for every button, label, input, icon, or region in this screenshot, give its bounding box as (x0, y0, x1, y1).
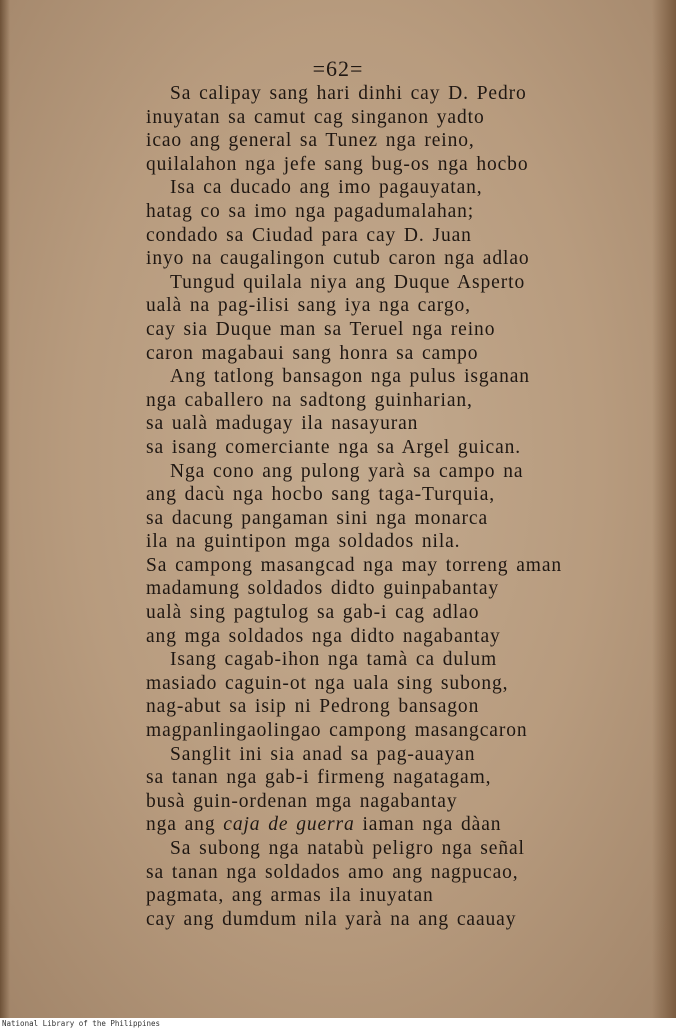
verse-line-end: iaman nga dàan (354, 814, 502, 836)
verse-line: Isang cagab-ihon nga tamà ca dulum (170, 649, 498, 671)
verse-line: busà guin-ordenan mga nagabantay (146, 790, 458, 812)
verse-line: madamung soldados didto guinpabantay (146, 578, 500, 600)
library-credit: National Library of the Philippines (2, 1019, 161, 1028)
verse-line: sa ualà madugay ila nasayuran (146, 413, 419, 435)
verse-line: Sa campong masangcad nga may torreng aman (146, 554, 563, 576)
verse-line: condado sa Ciudad para cay D. Juan (146, 224, 472, 246)
verse-line: cay ang dumdum nila yarà na ang caauay (146, 908, 517, 930)
verse-line: Tungud quilala niya ang Duque Asperto (170, 271, 526, 293)
verse-line: inuyatan sa camut cag singanon yadto (146, 106, 485, 128)
verse-line: ang mga soldados nga didto nagabantay (146, 625, 501, 647)
verse-line: magpanlingaolingao campong masangcaron (146, 720, 528, 742)
verse-line: masiado caguin-ot nga uala sing subong, (146, 672, 509, 694)
verse-line: sa dacung pangaman sini nga monarca (146, 507, 489, 529)
verse-line: sa tanan nga soldados amo ang nagpucao, (146, 861, 519, 883)
verse-line: Sa subong nga natabù peligro nga señal (170, 838, 525, 859)
verse-line: icao ang general sa Tunez nga reino, (146, 130, 475, 152)
verse-text (146, 82, 646, 931)
verse-line (146, 813, 646, 837)
verse-line: Sa calipay sang hari dinhi cay D. Pedro (170, 83, 527, 104)
verse-line: cay sia Duque man sa Teruel nga reino (146, 318, 496, 340)
verse-line: pagmata, ang armas ila inuyatan (146, 885, 434, 907)
verse-line: quilalahon nga jefe sang bug-os nga hocbo (146, 153, 529, 175)
verse-line: inyo na caugalingon cutub caron nga adlao (146, 248, 530, 270)
page-edge-right (652, 0, 676, 1018)
verse-line: nag-abut sa isip ni Pedrong bansagon (146, 696, 480, 718)
verse-line: Sanglit ini sia anad sa pag-auayan (170, 743, 476, 765)
italic-phrase: caja de guerra (223, 814, 355, 836)
verse-line: sa isang comerciante nga sa Argel guican. (146, 436, 522, 458)
verse-line: ila na guintipon mga soldados nila. (146, 531, 461, 553)
verse-line: Nga cono ang pulong yarà sa campo na (170, 460, 524, 482)
verse-line: Isa ca ducado ang imo pagauyatan, (170, 177, 483, 199)
verse-line: hatag co sa imo nga pagadumalahan; (146, 200, 475, 222)
verse-line-start: nga ang (146, 814, 224, 836)
verse-line: caron magabaui sang honra sa campo (146, 342, 479, 364)
page-edge-left (0, 0, 10, 1018)
page-number: =62= (312, 56, 364, 81)
verse-line: sa tanan nga gab-i firmeng nagatagam, (146, 767, 492, 789)
verse-line: nga caballero na sadtong guinharian, (146, 389, 473, 411)
verse-line: ualà na pag-ilisi sang iya nga cargo, (146, 295, 471, 317)
verse-line: ualà sing pagtulog sa gab-i cag adlao (146, 602, 480, 624)
verse-line: ang dacù nga hocbo sang taga-Turquia, (146, 484, 496, 506)
verse-line: Ang tatlong bansagon nga pulus isganan (170, 366, 530, 388)
